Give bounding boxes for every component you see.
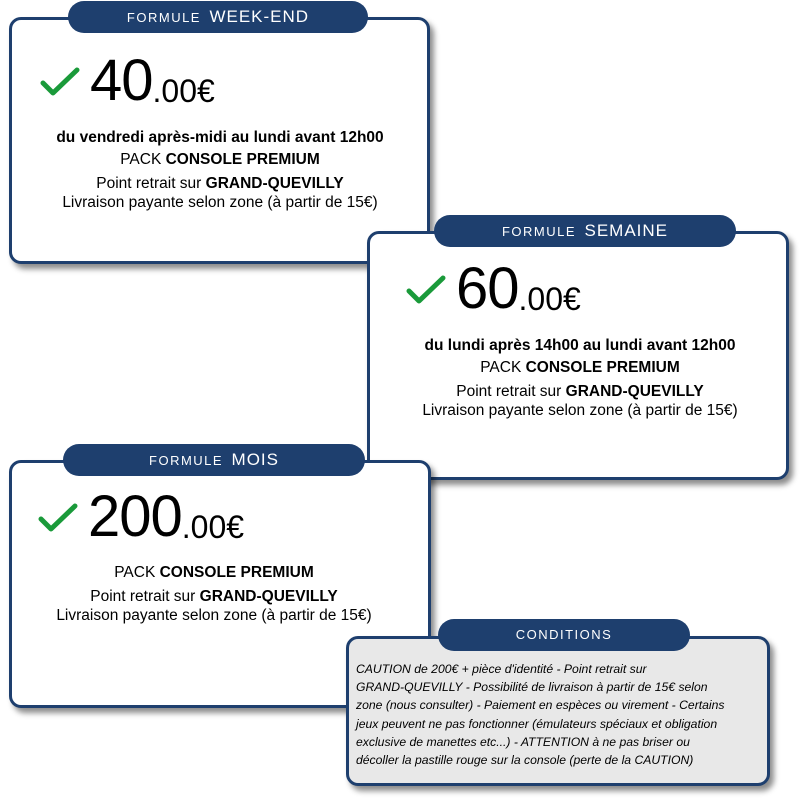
conditions-tab: [438, 619, 690, 651]
mois-pack: [14, 563, 414, 582]
conditions-line: GRAND-QUEVILLY - Possibilité de livraison à partir de 15€ selon: [356, 680, 708, 695]
mois-tab-prefix: FORMULE: [149, 453, 224, 468]
mois-price-int: 200: [88, 484, 182, 549]
mois-price-dec: .00€: [181, 509, 245, 545]
semaine-price-dec: .00€: [518, 281, 581, 317]
weekend-pack-name: CONSOLE PREMIUM: [165, 151, 320, 168]
semaine-details: [380, 336, 780, 420]
semaine-period: du lundi après 14h00 au lundi avant 12h00: [424, 337, 736, 354]
weekend-price: [40, 48, 215, 113]
semaine-pack-name: CONSOLE PREMIUM: [525, 359, 680, 376]
weekend-pickup-prefix: Point retrait sur: [96, 175, 202, 192]
check-icon: [406, 274, 446, 306]
mois-delivery: Livraison payante selon zone (à partir de 15€): [56, 607, 372, 624]
weekend-delivery: Livraison payante selon zone (à partir de 15€): [62, 194, 378, 211]
conditions-line: décoller la pastille rouge sur la console (perte de la CAUTION): [356, 753, 694, 768]
semaine-pack-prefix: PACK: [480, 359, 522, 376]
semaine-price-int: 60: [456, 256, 519, 321]
semaine-pickup-prefix: Point retrait sur: [456, 383, 562, 400]
conditions-line: jeux peuvent ne pas fonctionner (émulateurs spéciaux et obligation: [356, 716, 718, 731]
weekend-tab: [68, 1, 368, 33]
weekend-pack: [20, 150, 420, 169]
semaine-tab-prefix: FORMULE: [501, 224, 577, 239]
check-icon: [40, 66, 80, 98]
weekend-details: [20, 128, 420, 212]
mois-tab-name: MOIS: [231, 450, 279, 469]
weekend-tab-prefix: FORMULE: [126, 10, 201, 25]
weekend-pickup-place: GRAND-QUEVILLY: [205, 175, 344, 192]
mois-pack-name: CONSOLE PREMIUM: [159, 564, 314, 581]
conditions-line: CAUTION de 200€ + pièce d'identité - Point retrait sur: [356, 662, 647, 676]
mois-tab: [63, 444, 365, 476]
weekend-period: du vendredi après-midi au lundi avant 12h00: [56, 129, 384, 146]
mois-pickup: [14, 587, 414, 606]
conditions-line: exclusive de manettes etc...) - ATTENTION à ne pas briser ou: [356, 734, 690, 749]
weekend-price-dec: .00€: [152, 73, 215, 109]
check-icon: [38, 502, 78, 534]
weekend-pickup: [20, 174, 420, 193]
conditions-tab-label: CONDITIONS: [515, 627, 613, 642]
weekend-tab-name: WEEK-END: [209, 7, 310, 26]
semaine-pickup-place: GRAND-QUEVILLY: [565, 383, 704, 400]
conditions-card: [346, 636, 770, 786]
semaine-price: [406, 256, 581, 321]
weekend-pack-prefix: PACK: [120, 151, 162, 168]
semaine-tab-name: SEMAINE: [584, 221, 669, 240]
mois-pickup-place: GRAND-QUEVILLY: [199, 588, 338, 605]
semaine-delivery: Livraison payante selon zone (à partir de 15€): [422, 402, 738, 419]
mois-details: [14, 563, 414, 625]
mois-price: [38, 484, 245, 549]
weekend-price-int: 40: [90, 48, 153, 113]
semaine-pack: [380, 358, 780, 377]
mois-pickup-prefix: Point retrait sur: [90, 588, 196, 605]
conditions-line: zone (nous consulter) - Paiement en espèces ou virement - Certains: [356, 698, 725, 713]
mois-pack-prefix: PACK: [114, 564, 156, 581]
semaine-pickup: [380, 382, 780, 401]
semaine-tab: [434, 215, 736, 247]
